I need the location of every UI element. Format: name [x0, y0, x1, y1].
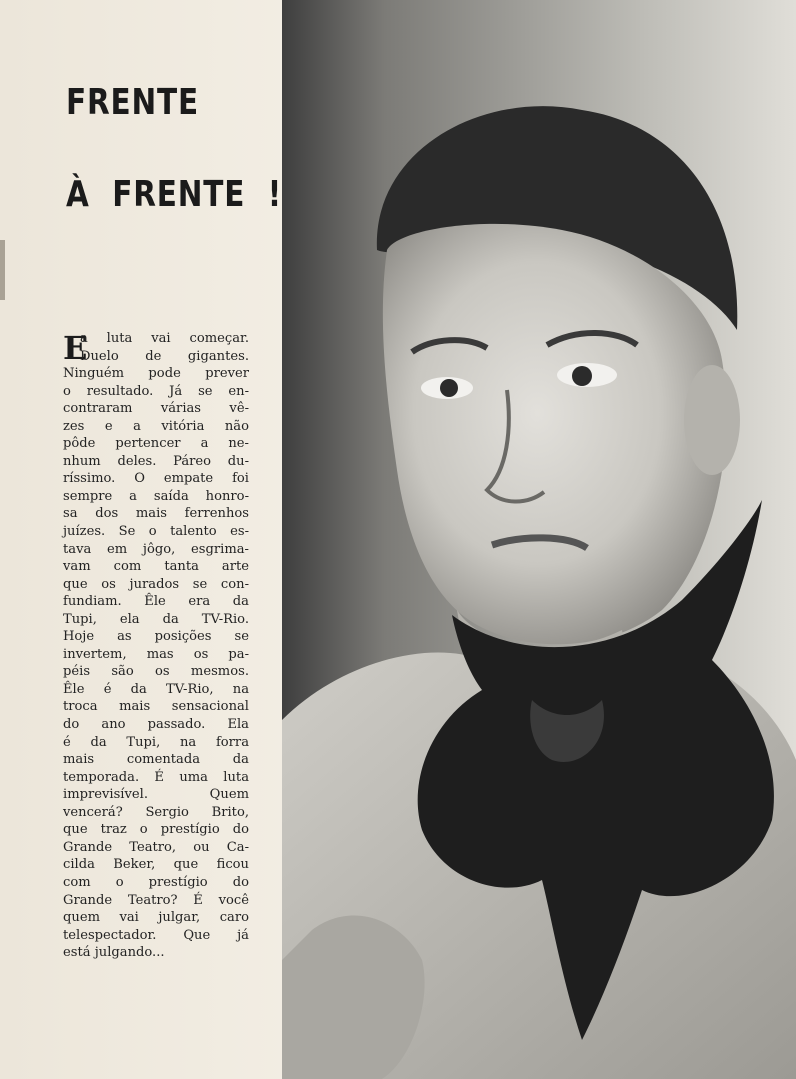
article-line: está julgando... — [63, 945, 165, 961]
article-line: cilda Beker, que ficou — [63, 857, 249, 873]
article-body — [63, 330, 249, 962]
article-line: é da Tupi, na forra — [63, 734, 249, 750]
article-line: temporada. É uma luta — [63, 769, 249, 785]
article-line: sa dos mais ferrenhos — [63, 506, 249, 522]
article-line: nhum deles. Páreo du- — [63, 453, 249, 469]
article-line: o resultado. Já se en- — [63, 383, 249, 399]
headline-line-2: À FRENTE ! — [66, 174, 283, 215]
article-line: fundiam. Êle era da — [63, 594, 249, 610]
article-line: pôde pertencer a ne- — [63, 436, 249, 452]
article-line: Duelo de gigantes. — [80, 348, 249, 364]
article-line: Hoje as posições se — [63, 629, 249, 645]
article-line: sempre a saída honro- — [63, 488, 249, 504]
article-line: a luta vai começar. — [80, 331, 249, 346]
article-line: contraram várias vê- — [63, 401, 249, 417]
article-line: com o prestígio do — [63, 874, 249, 890]
article-line: tava em jôgo, esgrima- — [63, 541, 249, 557]
article-line: Êle é da TV-Rio, na — [63, 681, 249, 697]
article-line: do ano passado. Ela — [63, 717, 249, 733]
article-line: Grande Teatro, ou Ca- — [63, 839, 249, 855]
article-line: zes e a vitória não — [63, 418, 249, 434]
portrait-photo-icon — [282, 0, 796, 1079]
article-line: troca mais sensacional — [63, 699, 249, 715]
headline-line-1: FRENTE — [66, 82, 199, 123]
text-column — [0, 0, 282, 1079]
drop-cap: E — [63, 329, 88, 367]
article-line: Grande Teatro? É você — [63, 892, 249, 908]
article-line: Tupi, ela da TV-Rio. — [63, 611, 249, 627]
article-line: mais comentada da — [63, 752, 249, 768]
article-line: Ninguém pode prever — [63, 366, 249, 382]
article-line: péis são os mesmos. — [63, 664, 249, 680]
article-line: telespectador. Que já — [63, 927, 249, 943]
portrait-photo — [282, 0, 796, 1079]
article-line: imprevisível. Quem — [63, 787, 249, 803]
article-line: invertem, mas os pa- — [63, 646, 249, 662]
article-line: juízes. Se o talento es- — [63, 524, 249, 540]
article-line: vencerá? Sergio Brito, — [63, 804, 249, 820]
article-line: quem vai julgar, caro — [63, 910, 249, 926]
article-line: que os jurados se con- — [63, 576, 249, 592]
article-line: ríssimo. O empate foi — [63, 471, 249, 487]
article-line: vam com tanta arte — [63, 559, 249, 575]
article-line: que traz o prestígio do — [63, 822, 249, 838]
